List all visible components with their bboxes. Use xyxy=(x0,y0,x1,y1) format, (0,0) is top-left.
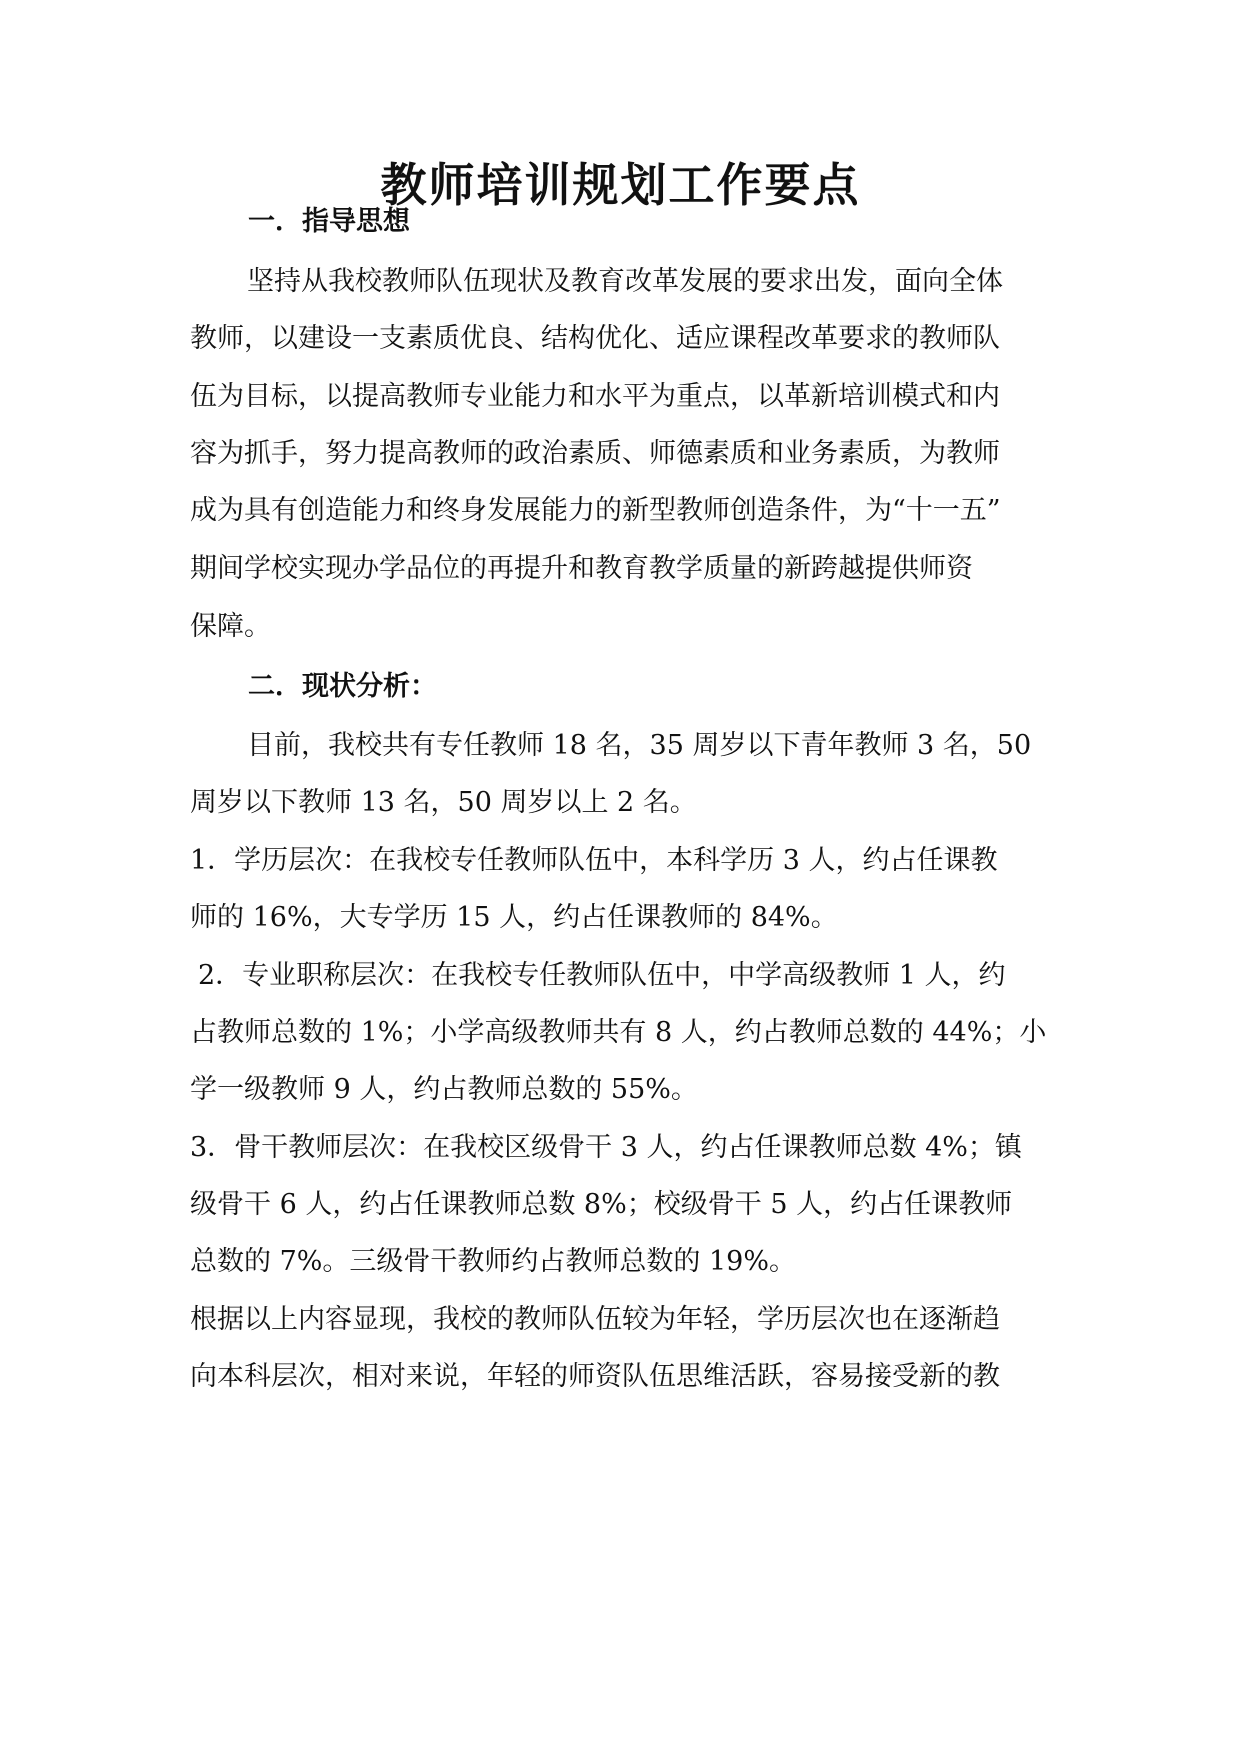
list-item-education-level: 1．学历层次：在我校专任教师队伍中，本科学历 3 人，约占任课教 xyxy=(190,845,998,876)
paragraph-line: 容为抓手，努力提高教师的政治素质、师德素质和业务素质，为教师 xyxy=(190,438,1000,469)
paragraph-line: 伍为目标，以提高教师专业能力和水平为重点，以革新培训模式和内 xyxy=(190,381,1000,412)
paragraph-line: 根据以上内容显现，我校的教师队伍较为年轻，学历层次也在逐渐趋 xyxy=(190,1304,1000,1335)
paragraph-line: 目前，我校共有专任教师 18 名，35 周岁以下青年教师 3 名，50 xyxy=(247,730,1032,761)
paragraph-line: 坚持从我校教师队伍现状及教育改革发展的要求出发，面向全体 xyxy=(247,266,1003,297)
paragraph-line: 总数的 7%。三级骨干教师约占教师总数的 19%。 xyxy=(190,1246,797,1277)
paragraph-line: 周岁以下教师 13 名，50 周岁以上 2 名。 xyxy=(190,787,697,818)
paragraph-line: 向本科层次，相对来说，年轻的师资队伍思维活跃，容易接受新的教 xyxy=(190,1361,1000,1392)
paragraph-line: 占教师总数的 1%；小学高级教师共有 8 人，约占教师总数的 44%；小 xyxy=(190,1017,1047,1048)
list-item-professional-title: 2．专业职称层次：在我校专任教师队伍中，中学高级教师 1 人，约 xyxy=(198,960,1006,991)
paragraph-line: 保障。 xyxy=(190,611,271,642)
list-item-backbone-teachers: 3．骨干教师层次：在我校区级骨干 3 人，约占任课教师总数 4%；镇 xyxy=(190,1132,1022,1163)
paragraph-line: 级骨干 6 人，约占任课教师总数 8%；校级骨干 5 人，约占任课教师 xyxy=(190,1189,1013,1220)
paragraph-line: 学一级教师 9 人，约占教师总数的 55%。 xyxy=(190,1074,698,1105)
section-heading-guiding-ideology: 一．指导思想 xyxy=(248,206,410,237)
paragraph-line: 期间学校实现办学品位的再提升和教育教学质量的新跨越提供师资 xyxy=(190,553,973,584)
paragraph-line: 师的 16%，大专学历 15 人，约占任课教师的 84%。 xyxy=(190,902,838,933)
document-title: 教师培训规划工作要点 xyxy=(380,158,861,212)
paragraph-line: 教师，以建设一支素质优良、结构优化、适应课程改革要求的教师队 xyxy=(190,323,1000,354)
paragraph-line: 成为具有创造能力和终身发展能力的新型教师创造条件，为“十一五” xyxy=(190,495,1001,526)
section-heading-status-analysis: 二．现状分析： xyxy=(248,671,437,702)
